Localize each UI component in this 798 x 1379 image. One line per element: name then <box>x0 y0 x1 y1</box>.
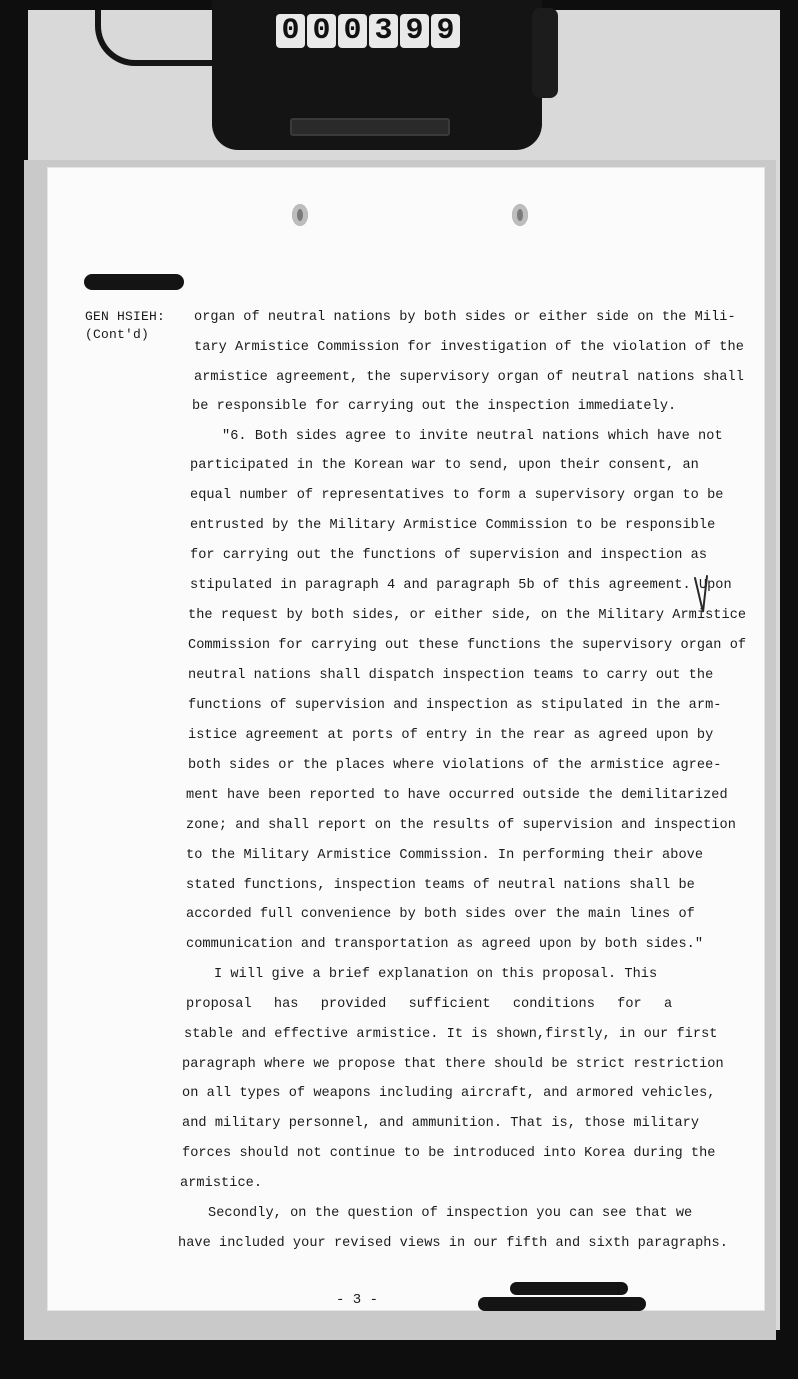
counter-digit: 9 <box>431 14 460 48</box>
text-line: Secondly, on the question of inspection you can see that we <box>208 1206 693 1221</box>
speaker-name: GEN HSIEH: <box>85 309 166 324</box>
text-line: equal number of representatives to form a supervisory organ to be <box>190 488 724 503</box>
text-line: communication and transportation as agreed upon by both sides." <box>186 937 704 952</box>
text-line: on all types of weapons including aircraft, and armored vehicles, <box>182 1086 716 1101</box>
counter-digit: 0 <box>276 14 305 48</box>
text-line: organ of neutral nations by both sides or either side on the Mili- <box>194 310 736 325</box>
text-line: armistice agreement, the supervisory organ of neutral nations shall <box>194 370 744 385</box>
text-line: proposal has provided sufficient conditions for a <box>186 997 673 1012</box>
page-number: - 3 - <box>336 1292 379 1308</box>
counter-digit: 9 <box>400 14 429 48</box>
handwritten-check-mark <box>693 572 715 616</box>
counter-knob <box>532 8 558 98</box>
text-line: armistice. <box>180 1176 263 1191</box>
text-line: participated in the Korean war to send, upon their consent, an <box>190 458 699 473</box>
text-line: the request by both sides, or either side, on the Military Armistice <box>188 608 747 623</box>
counter-digit: 3 <box>369 14 398 48</box>
redaction-bar <box>84 274 184 290</box>
counter-slot <box>290 118 450 136</box>
counter-cable <box>95 10 231 66</box>
text-line: both sides or the places where violations of the armistice agree- <box>188 758 722 773</box>
text-line: stated functions, inspection teams of neutral nations shall be <box>186 878 695 893</box>
counter-digit: 0 <box>307 14 336 48</box>
redaction-bar <box>510 1282 628 1295</box>
text-line: ment have been reported to have occurred outside the demilitarized <box>186 788 728 803</box>
speaker-label <box>85 308 165 344</box>
speaker-continued: (Cont'd) <box>85 327 150 342</box>
text-line: accorded full convenience by both sides over the main lines of <box>186 907 695 922</box>
text-line: and military personnel, and ammunition. That is, those military <box>182 1116 700 1131</box>
text-line: stipulated in paragraph 4 and paragraph 5b of this agreement. Upon <box>190 578 732 593</box>
text-line: paragraph where we propose that there should be strict restriction <box>182 1057 724 1072</box>
redaction-bar <box>478 1297 646 1311</box>
text-line: "6. Both sides agree to invite neutral nations which have not <box>222 429 723 444</box>
text-line: entrusted by the Military Armistice Commission to be responsible <box>190 518 716 533</box>
text-line: istice agreement at ports of entry in the rear as agreed upon by <box>188 728 714 743</box>
text-line: Commission for carrying out these functions the supervisory organ of <box>188 638 747 653</box>
frame-counter <box>276 14 460 50</box>
counter-digit: 0 <box>338 14 367 48</box>
text-line: functions of supervision and inspection as stipulated in the arm- <box>188 698 722 713</box>
text-line: to the Military Armistice Commission. In performing their above <box>186 848 704 863</box>
text-line: forces should not continue to be introduced into Korea during the <box>182 1146 716 1161</box>
text-line: tary Armistice Commission for investigation of the violation of the <box>194 340 744 355</box>
text-line: be responsible for carrying out the inspection immediately. <box>192 399 677 414</box>
punch-hole <box>512 204 528 226</box>
text-line: I will give a brief explanation on this proposal. This <box>214 967 658 982</box>
punch-hole <box>292 204 308 226</box>
text-line: neutral nations shall dispatch inspection teams to carry out the <box>188 668 714 683</box>
text-line: zone; and shall report on the results of supervision and inspection <box>186 818 736 833</box>
text-line: for carrying out the functions of supervision and inspection as <box>190 548 708 563</box>
text-line: stable and effective armistice. It is shown,firstly, in our first <box>184 1027 718 1042</box>
text-line: have included your revised views in our fifth and sixth paragraphs. <box>178 1236 728 1251</box>
